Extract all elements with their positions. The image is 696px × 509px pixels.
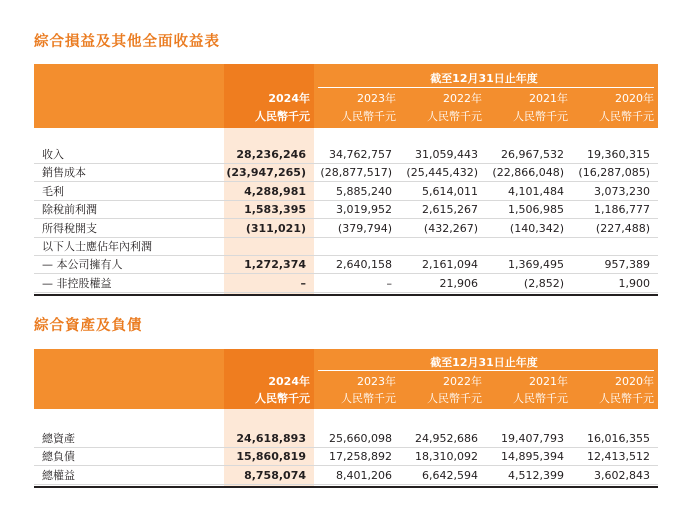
row-value-col-3: 14,895,394 — [501, 450, 564, 464]
table-row — [34, 164, 658, 182]
table-bottom-rule — [34, 486, 658, 488]
row-value-col-4: (227,488) — [595, 221, 650, 235]
unit-header-2020: 人民幣千元 — [599, 392, 654, 405]
row-value-col-2: 2,615,267 — [422, 203, 478, 217]
row-value-col-0: 28,236,246 — [236, 148, 306, 161]
row-separator — [34, 292, 658, 293]
unit-header-2024: 人民幣千元 — [255, 392, 310, 405]
row-label: — 本公司擁有人 — [42, 258, 123, 272]
period-underline — [318, 370, 654, 371]
table-row — [34, 183, 658, 201]
year-header-2021: 2021年 — [529, 92, 568, 105]
row-value-col-1: 25,660,098 — [329, 432, 392, 445]
row-value-col-4: 3,602,843 — [594, 468, 650, 482]
period-underline — [318, 87, 654, 88]
unit-header-2021: 人民幣千元 — [513, 392, 568, 405]
row-value-col-1: 5,885,240 — [336, 184, 392, 198]
row-value-col-0: 15,860,819 — [236, 450, 306, 464]
row-value-col-4: 16,016,355 — [587, 432, 650, 445]
table-row — [34, 220, 658, 238]
row-label: 總負債 — [42, 450, 75, 464]
row-value-col-2: 18,310,092 — [415, 450, 478, 464]
row-label: 以下人士應佔年內利潤 — [42, 240, 152, 253]
row-label: 銷售成本 — [42, 166, 86, 180]
table-row — [34, 146, 658, 164]
year-header-2024: 2024年 — [268, 375, 310, 388]
unit-header-2021: 人民幣千元 — [513, 110, 568, 123]
row-value-col-1: 3,019,952 — [336, 203, 392, 217]
row-value-col-3: 4,101,484 — [508, 184, 564, 198]
row-value-col-2: 24,952,686 — [415, 432, 478, 445]
row-value-col-3: 19,407,793 — [501, 432, 564, 445]
year-header-2022: 2022年 — [443, 375, 482, 388]
table-row — [34, 448, 658, 466]
row-value-col-3: 26,967,532 — [501, 148, 564, 161]
row-value-col-3: (140,342) — [509, 221, 564, 235]
row-value-col-0: – — [300, 276, 306, 290]
row-label: 總資產 — [42, 432, 75, 445]
row-value-col-4: 19,360,315 — [587, 148, 650, 161]
unit-header-2023: 人民幣千元 — [341, 110, 396, 123]
table-row — [34, 467, 658, 485]
row-label: 除稅前利潤 — [42, 203, 97, 217]
row-value-col-3: 1,506,985 — [508, 203, 564, 217]
row-value-col-0: 4,288,981 — [244, 184, 306, 198]
row-value-col-1: 17,258,892 — [329, 450, 392, 464]
table-bottom-rule — [34, 294, 658, 296]
row-value-col-2: 31,059,443 — [415, 148, 478, 161]
row-value-col-1: 34,762,757 — [329, 148, 392, 161]
year-header-2023: 2023年 — [357, 92, 396, 105]
row-value-col-2: 5,614,011 — [422, 184, 478, 198]
row-value-col-3: (22,866,048) — [492, 166, 564, 180]
row-value-col-0: 24,618,893 — [236, 432, 306, 445]
row-value-col-4: 1,186,777 — [594, 203, 650, 217]
row-label: 收入 — [42, 148, 64, 161]
row-value-col-0: 1,583,395 — [244, 203, 306, 217]
year-header-2024: 2024年 — [268, 92, 310, 105]
row-value-col-1: – — [386, 276, 392, 290]
row-value-col-4: 1,900 — [618, 276, 650, 290]
row-value-col-0: (311,021) — [245, 221, 306, 235]
row-value-col-2: (25,445,432) — [406, 166, 478, 180]
assets-liabilities-table — [34, 349, 658, 489]
year-header-2020: 2020年 — [615, 92, 654, 105]
row-label: 所得稅開支 — [42, 221, 97, 235]
row-label: 毛利 — [42, 184, 64, 198]
unit-header-2023: 人民幣千元 — [341, 392, 396, 405]
row-value-col-1: (379,794) — [337, 221, 392, 235]
row-value-col-1: 2,640,158 — [336, 258, 392, 272]
row-value-col-2: (432,267) — [423, 221, 478, 235]
row-value-col-2: 21,906 — [439, 276, 478, 290]
row-value-col-1: 8,401,206 — [336, 468, 392, 482]
row-value-col-3: (2,852) — [523, 276, 564, 290]
row-value-col-4: 12,413,512 — [587, 450, 650, 464]
table-row — [34, 238, 658, 256]
row-value-col-3: 4,512,399 — [508, 468, 564, 482]
row-value-col-0: 8,758,074 — [244, 468, 306, 482]
unit-header-2022: 人民幣千元 — [427, 392, 482, 405]
period-label: 截至12月31日止年度 — [430, 356, 538, 369]
row-value-col-4: 3,073,230 — [594, 184, 650, 198]
table-row — [34, 275, 658, 293]
row-value-col-1: (28,877,517) — [320, 166, 392, 180]
assets-liabilities-title: 綜合資產及負債 — [34, 318, 143, 334]
row-value-col-3: 1,369,495 — [508, 258, 564, 272]
row-value-col-2: 6,642,594 — [422, 468, 478, 482]
row-value-col-2: 2,161,094 — [422, 258, 478, 272]
row-separator — [34, 484, 658, 485]
income-statement-title: 綜合損益及其他全面收益表 — [34, 34, 220, 50]
income-statement-table — [34, 64, 658, 300]
year-header-2020: 2020年 — [615, 375, 654, 388]
table-row — [34, 256, 658, 274]
unit-header-2024: 人民幣千元 — [255, 110, 310, 123]
year-header-2022: 2022年 — [443, 92, 482, 105]
row-value-col-0: (23,947,265) — [226, 166, 306, 180]
row-label: — 非控股權益 — [42, 276, 112, 290]
table-row — [34, 201, 658, 219]
table-row — [34, 430, 658, 448]
period-label: 截至12月31日止年度 — [430, 72, 538, 85]
row-value-col-0: 1,272,374 — [244, 258, 306, 272]
year-header-2023: 2023年 — [357, 375, 396, 388]
row-label: 總權益 — [42, 468, 75, 482]
row-value-col-4: (16,287,085) — [578, 166, 650, 180]
unit-header-2020: 人民幣千元 — [599, 110, 654, 123]
row-value-col-4: 957,389 — [604, 258, 650, 272]
unit-header-2022: 人民幣千元 — [427, 110, 482, 123]
year-header-2021: 2021年 — [529, 375, 568, 388]
